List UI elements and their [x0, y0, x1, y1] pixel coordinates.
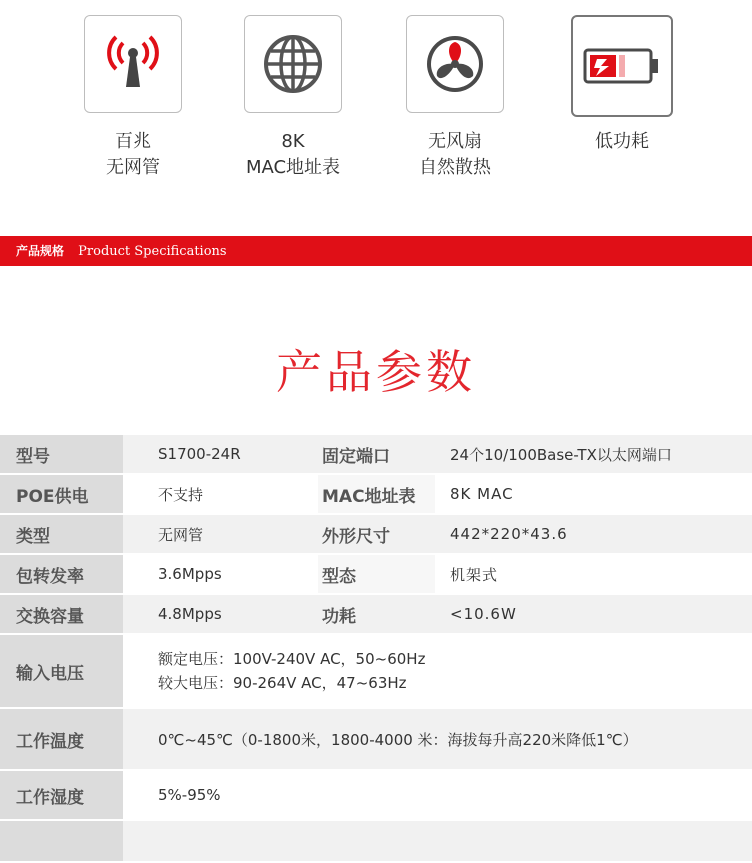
feature-fanless — [385, 15, 525, 181]
feature-icons — [0, 0, 752, 230]
feature-label: 8K MAC地址表 — [245, 131, 341, 178]
feature-box — [244, 15, 342, 113]
feature-box — [84, 15, 182, 113]
table-row — [0, 595, 752, 635]
spec-line: 较大电压：90-264V AC，47~63Hz — [158, 674, 407, 692]
banner-cn: 产品规格 — [16, 244, 65, 258]
spec-table — [0, 435, 752, 863]
spec-value: 3.6Mpps — [123, 555, 318, 593]
table-row — [0, 821, 752, 863]
spec-key: 工作湿度 — [0, 771, 123, 819]
globe-icon — [261, 32, 325, 96]
spec-value: 不支持 — [123, 475, 318, 513]
spec-value — [123, 635, 752, 707]
page-title: 产品参数 — [276, 345, 476, 399]
spec-value: 8K MAC — [435, 475, 752, 513]
spec-value: 无网管 — [123, 515, 318, 553]
spec-line: 额定电压：100V-240V AC，50~60Hz — [158, 650, 426, 668]
table-row — [0, 709, 752, 771]
section-banner — [0, 236, 752, 266]
feature-box — [571, 15, 673, 117]
table-row — [0, 475, 752, 515]
spec-value: 4.8Mpps — [123, 595, 318, 633]
spec-value: 机架式 — [435, 555, 752, 593]
spec-key: 类型 — [0, 515, 123, 553]
table-row — [0, 555, 752, 595]
feature-label: 百兆 无网管 — [106, 131, 160, 178]
table-row — [0, 435, 752, 475]
feature-label: 低功耗 — [595, 131, 649, 152]
table-row — [0, 635, 752, 709]
table-row — [0, 771, 752, 821]
spec-value: 442*220*43.6 — [435, 515, 752, 553]
spec-key: 型态 — [318, 555, 435, 593]
feature-low-power — [552, 15, 692, 155]
antenna-icon — [98, 29, 168, 99]
feature-label: 无风扇 自然散热 — [419, 131, 491, 178]
spec-value: 5%-95% — [158, 786, 221, 804]
banner-en: Product Specifications — [78, 244, 227, 259]
fan-icon — [423, 32, 487, 96]
table-row — [0, 515, 752, 555]
spec-key: 固定端口 — [318, 435, 435, 473]
spec-value: S1700-24R — [123, 435, 318, 473]
spec-key: 交换容量 — [0, 595, 123, 633]
battery-icon — [583, 46, 661, 86]
spec-key: 包转发率 — [0, 555, 123, 593]
spec-key: POE供电 — [0, 475, 123, 513]
spec-value — [123, 821, 752, 861]
spec-key — [0, 821, 123, 861]
spec-key: 输入电压 — [0, 635, 123, 707]
feature-box — [406, 15, 504, 113]
spec-key: 型号 — [0, 435, 123, 473]
spec-value: 24个10/100Base-TX以太网端口 — [435, 435, 752, 473]
spec-key: MAC地址表 — [318, 475, 435, 513]
spec-value: <10.6W — [435, 595, 752, 633]
feature-mac — [223, 15, 363, 181]
spec-key: 功耗 — [318, 595, 435, 633]
feature-100m — [63, 15, 203, 181]
spec-value: 0℃~45℃（0-1800米，1800-4000 米：海拔每升高220米降低1℃） — [123, 709, 752, 769]
spec-key: 外形尺寸 — [318, 515, 435, 553]
spec-key: 工作温度 — [0, 709, 123, 769]
